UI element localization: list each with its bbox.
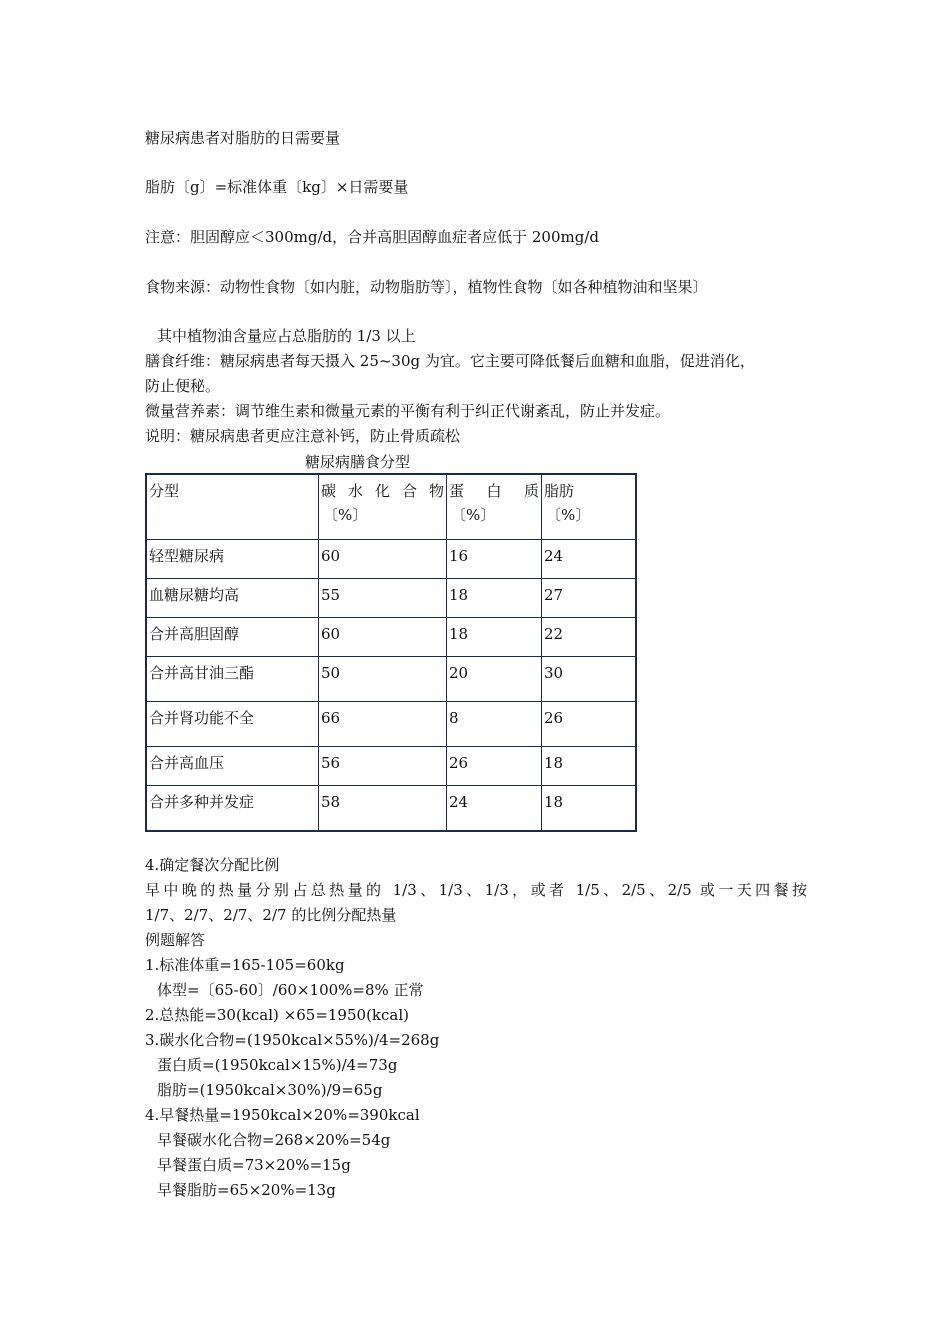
table-row [146, 702, 636, 747]
row-fat: 26 [542, 702, 637, 747]
row-name: 轻型糖尿病 [146, 540, 319, 579]
table-row [146, 579, 636, 618]
header-fat-unit: 〔%〕 [546, 506, 591, 524]
header-fat-label: 脂肪 [544, 482, 575, 500]
standard-weight: 1.标准体重=165-105=60kg [145, 956, 345, 974]
carbohydrate-calc: 3.碳水化合物=(1950kcal×55%)/4=268g [145, 1031, 440, 1049]
table-row [146, 747, 636, 786]
table-row [146, 657, 636, 702]
breakfast-energy: 4.早餐热量=1950kcal×20%=390kcal [145, 1106, 420, 1124]
total-energy: 2.总热能=30(kcal) ×65=1950(kcal) [145, 1006, 410, 1024]
table-header-row [146, 474, 636, 540]
row-protein: 18 [447, 579, 542, 618]
breakfast-fat: 早餐脂肪=65×20%=13g [157, 1181, 336, 1199]
row-protein: 8 [447, 702, 542, 747]
table-row [146, 540, 636, 579]
breakfast-protein: 早餐蛋白质=73×20%=15g [157, 1156, 351, 1174]
header-protein [447, 474, 542, 540]
row-name: 合并高胆固醇 [146, 618, 319, 657]
meal-ratio-heading: 4.确定餐次分配比例 [145, 856, 280, 874]
table-caption: 糖尿病膳食分型 [305, 453, 411, 471]
fat-formula: 脂肪〔g〕=标准体重〔kg〕×日需要量 [145, 178, 409, 196]
row-carb: 50 [319, 657, 447, 702]
table-row [146, 786, 636, 832]
row-fat: 22 [542, 618, 637, 657]
protein-calc: 蛋白质=(1950kcal×15%)/4=73g [157, 1056, 398, 1074]
row-carb: 58 [319, 786, 447, 832]
row-protein: 16 [447, 540, 542, 579]
row-fat: 18 [542, 747, 637, 786]
header-protein-unit: 〔%〕 [451, 506, 496, 524]
row-name: 血糖尿糖均高 [146, 579, 319, 618]
diet-type-table [145, 473, 637, 832]
row-fat: 18 [542, 786, 637, 832]
dietary-fiber-line: 膳食纤维：糖尿病患者每天摄入 25~30g 为宜。它主要可降低餐后血糖和血脂，促进消化， [145, 352, 755, 370]
row-protein: 24 [447, 786, 542, 832]
header-fat [542, 474, 637, 540]
vegetable-oil-note: 其中植物油含量应占总脂肪的 1/3 以上 [157, 327, 416, 345]
calcium-note: 说明：糖尿病患者更应注意补钙，防止骨质疏松 [145, 427, 461, 445]
food-source: 食物来源：动物性食物〔如内脏，动物脂肪等〕，植物性食物〔如各种植物油和坚果〕 [145, 278, 708, 296]
fat-calc: 脂肪=(1950kcal×30%)/9=65g [157, 1081, 383, 1099]
table-row [146, 618, 636, 657]
dietary-fiber-line-2: 防止便秘。 [145, 377, 221, 395]
body-type: 体型=〔65-60〕/60×100%=8% 正常 [157, 981, 424, 999]
row-carb: 60 [319, 618, 447, 657]
row-carb: 60 [319, 540, 447, 579]
row-name: 合并多种并发症 [146, 786, 319, 832]
row-carb: 56 [319, 747, 447, 786]
header-carb [319, 474, 447, 540]
breakfast-carb: 早餐碳水化合物=268×20%=54g [157, 1131, 391, 1149]
row-carb: 55 [319, 579, 447, 618]
fat-requirement-heading: 糖尿病患者对脂肪的日需要量 [145, 129, 341, 147]
header-type: 分型 [146, 474, 319, 540]
row-protein: 20 [447, 657, 542, 702]
cholesterol-note: 注意：胆固醇应＜300mg/d，合并高胆固醇血症者应低于 200mg/d [145, 228, 599, 246]
row-name: 合并肾功能不全 [146, 702, 319, 747]
row-name: 合并高血压 [146, 747, 319, 786]
row-fat: 24 [542, 540, 637, 579]
example-heading: 例题解答 [145, 931, 206, 949]
row-name: 合并高甘油三酯 [146, 657, 319, 702]
row-protein: 18 [447, 618, 542, 657]
meal-ratio-line-2: 1/7、2/7、2/7、2/7 的比例分配热量 [145, 906, 397, 924]
row-fat: 27 [542, 579, 637, 618]
row-protein: 26 [447, 747, 542, 786]
micronutrients-line: 微量营养素：调节维生素和微量元素的平衡有利于纠正代谢紊乱，防止并发症。 [145, 402, 671, 420]
row-fat: 30 [542, 657, 637, 702]
row-carb: 66 [319, 702, 447, 747]
header-carb-label: 碳 水 化 合 物 [321, 482, 444, 500]
meal-ratio-line: 早中晚的热量分别占总热量的 1/3、1/3、1/3，或者 1/5、2/5、2/5 或一天四餐按 [145, 881, 807, 899]
header-protein-label: 蛋 白 质 [449, 482, 539, 500]
header-carb-unit: 〔%〕 [323, 506, 368, 524]
